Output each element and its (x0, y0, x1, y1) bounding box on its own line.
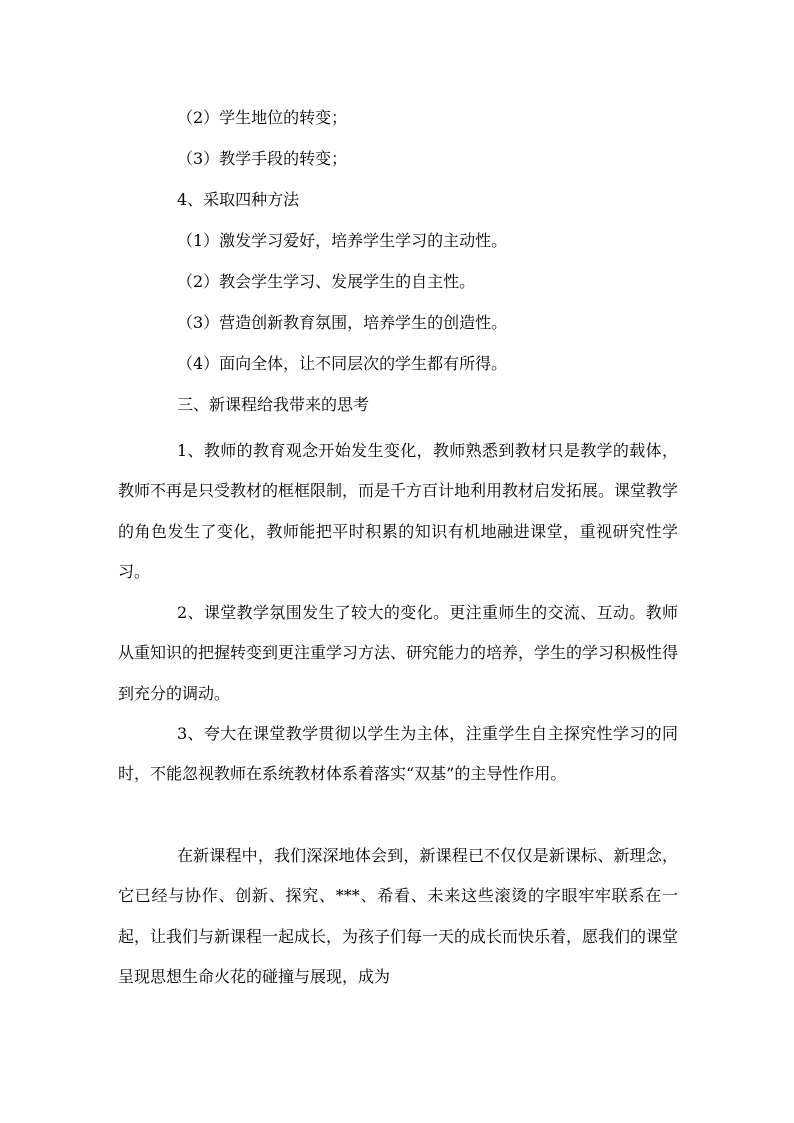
list-item-student-status: （2）学生地位的转变； (177, 108, 348, 127)
paragraph-conclusion: 在新课程中，我们深深地体会到，新课程已不仅仅是新课标、新理念，它已经与协作、创新、探究、***、希看、未来这些滚烫的字眼牢牢联系在一起，让我们与新课程一起成长，为孩子们每一天的成长而快乐着，愿我们的课堂呈现思想生命火花的碰撞与展现，成为 (118, 846, 679, 986)
paragraph-reflection-3: 3、夸大在课堂教学贯彻以学生为主体，注重学生自主探究性学习的同时，不能忽视教师在系统教材体系着落实“双基”的主导性作用。 (118, 724, 678, 784)
section-heading-four-methods: 4、采取四种方法 (177, 190, 300, 209)
list-item-method-1: （1）激发学习爱好，培养学生学习的主动性。 (177, 231, 508, 250)
list-item-method-4: （4）面向全体，让不同层次的学生都有所得。 (177, 354, 508, 373)
paragraph-reflection-2: 2、课堂教学氛围发生了较大的变化。更注重师生的交流、互动。教师从重知识的把握转变到更注重学习方法、研究能力的培养，学生的学习积极性得到充分的调动。 (118, 603, 679, 703)
list-item-method-3: （3）营造创新教育氛围，培养学生的创造性。 (177, 313, 508, 332)
section-heading-reflections: 三、新课程给我带来的思考 (177, 395, 370, 414)
paragraph-reflection-1: 1、教师的教育观念开始发生变化，教师熟悉到教材只是教学的载体，教师不再是只受教材的框框限制，而是千方百计地利用教材启发拓展。课堂教学的角色发生了变化，教师能把平时积累的知识有机地融进课堂，重视研究性学习。 (118, 441, 679, 581)
list-item-method-2: （2）教会学生学习、发展学生的自主性。 (177, 272, 476, 291)
list-item-teaching-means: （3）教学手段的转变； (177, 149, 348, 168)
